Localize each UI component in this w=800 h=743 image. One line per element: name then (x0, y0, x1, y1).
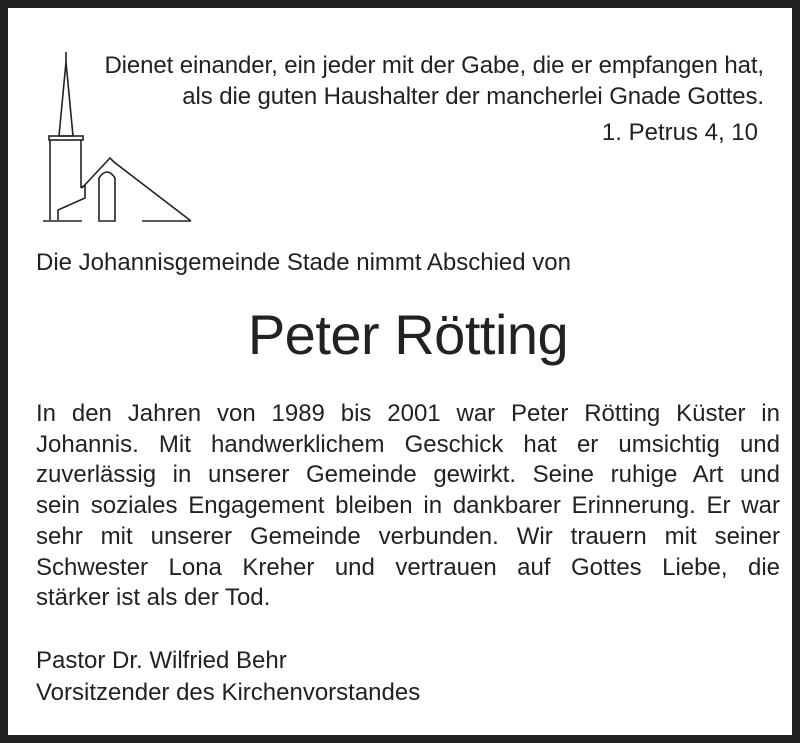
verse-reference: 1. Petrus 4, 10 (601, 119, 758, 146)
tribute-line: stärker ist als der Tod. (36, 584, 271, 612)
deceased-name: Peter Rötting (247, 303, 569, 366)
signatory-name: Pastor Dr. Wilfried Behr (36, 647, 287, 674)
tribute-line: Johannis. Mit handwerklichem Geschick hat er umsichtig und (36, 430, 780, 458)
signatory-role: Vorsitzender des Kirchenvorstandes (36, 679, 421, 706)
tribute-line: sein soziales Engagement bleiben in dankbarer Erinnerung. Er war (36, 492, 780, 520)
tribute-paragraph (36, 399, 780, 614)
tribute-line: Schwester Lona Kreher und vertrauen auf Gottes Liebe, die (36, 553, 780, 581)
tribute-line: sehr mit unserer Gemeinde verbunden. Wir trauern mit seiner (36, 522, 780, 550)
verse-line: Dienet einander, ein jeder mit der Gabe, die er empfangen hat, (104, 52, 764, 79)
verse-line: als die guten Haushalter der mancherlei Gnade Gottes. (182, 83, 764, 110)
signature-block (36, 645, 420, 709)
tribute-line: zuverlässig in unserer Gemeinde gewirkt. Seine ruhige Art und (36, 461, 780, 489)
intro-text: Die Johannisgemeinde Stade nimmt Abschied von (36, 249, 571, 276)
bible-verse (104, 50, 764, 112)
tribute-line: In den Jahren von 1989 bis 2001 war Peter Rötting Küster in (36, 400, 780, 427)
